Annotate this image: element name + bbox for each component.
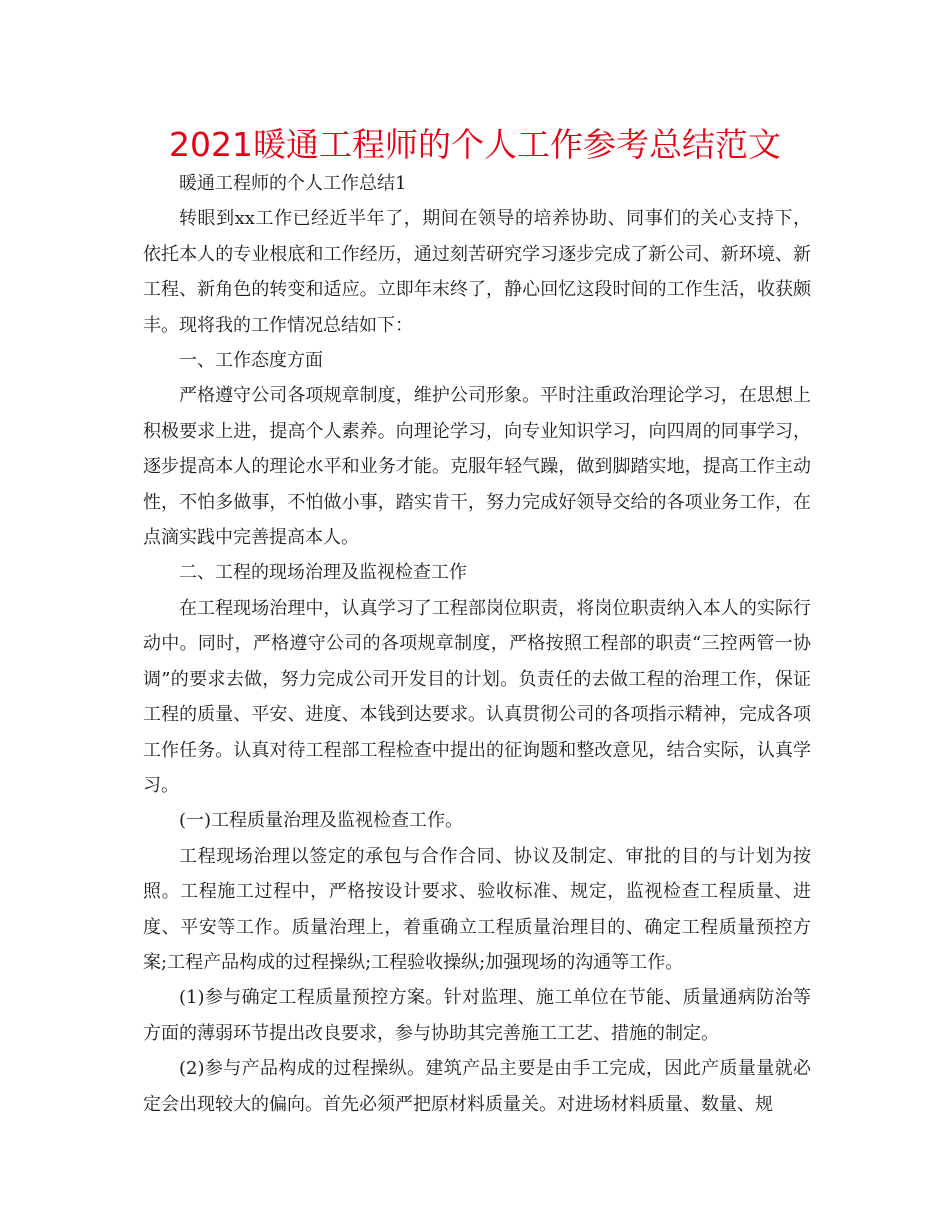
paragraph: 工程现场治理以签定的承包与合作合同、协议及制定、审批的目的与计划为按照。工程施工过程中，严格按设计要求、验收标准、规定，监视检查工程质量、进度、平安等工作。质量治理上，着重确立工程质量治理目的、确定工程质量预控方案;工程产品构成的过程操纵;工程验收操纵;加强现场的沟通等工作。 bbox=[143, 845, 811, 973]
document-body bbox=[143, 166, 811, 1122]
subsection-heading: (一)工程质量治理及监视检查工作。 bbox=[179, 810, 464, 832]
section-heading: 暖通工程师的个人工作总结1 bbox=[179, 173, 407, 194]
document-title: 2021暖通工程师的个人工作参考总结范文 bbox=[169, 125, 781, 164]
paragraph: 在工程现场治理中，认真学习了工程部岗位职责，将岗位职责纳入本人的实际行动中。同时，严格遵守公司的各项规章制度，严格按照工程部的职责“三控两管一协调”的要求去做，努力完成公司开发目的计划。负责任的去做工程的治理工作，保证工程的质量、平安、进度、本钱到达要求。认真贯彻公司的各项指示精神，完成各项工作任务。认真对待工程部工程检查中提出的征询题和整改意见，结合实际，认真学习。 bbox=[143, 597, 811, 796]
section-heading: 一、工作态度方面 bbox=[179, 350, 323, 372]
section-heading: 二、工程的现场治理及监视检查工作 bbox=[179, 562, 467, 584]
paragraph: 转眼到xx工作已经近半年了，期间在领导的培养协助、同事们的关心支持下，依托本人的专业根底和工作经历，通过刻苦研究学习逐步完成了新公司、新环境、新工程、新角色的转变和适应。立即年末终了，静心回忆这段时间的工作生活，收获颇丰。现将我的工作情况总结如下： bbox=[143, 208, 811, 336]
paragraph: 严格遵守公司各项规章制度，维护公司形象。平时注重政治理论学习，在思想上积极要求上进，提高个人素养。向理论学习，向专业知识学习，向四周的同事学习，逐步提高本人的理论水平和业务才能。克服年轻气躁，做到脚踏实地，提高工作主动性，不怕多做事，不怕做小事，踏实肯干，努力完成好领导交给的各项业务工作，在点滴实践中完善提高本人。 bbox=[143, 385, 811, 549]
paragraph: (1)参与确定工程质量预控方案。针对监理、施工单位在节能、质量通病防治等方面的薄弱环节提出改良要求，参与协助其完善施工工艺、措施的制定。 bbox=[143, 987, 811, 1044]
paragraph: (2)参与产品构成的过程操纵。建筑产品主要是由手工完成，因此产质量量就必定会出现较大的偏向。首先必须严把原材料质量关。对进场材料质量、数量、规 bbox=[143, 1058, 811, 1115]
